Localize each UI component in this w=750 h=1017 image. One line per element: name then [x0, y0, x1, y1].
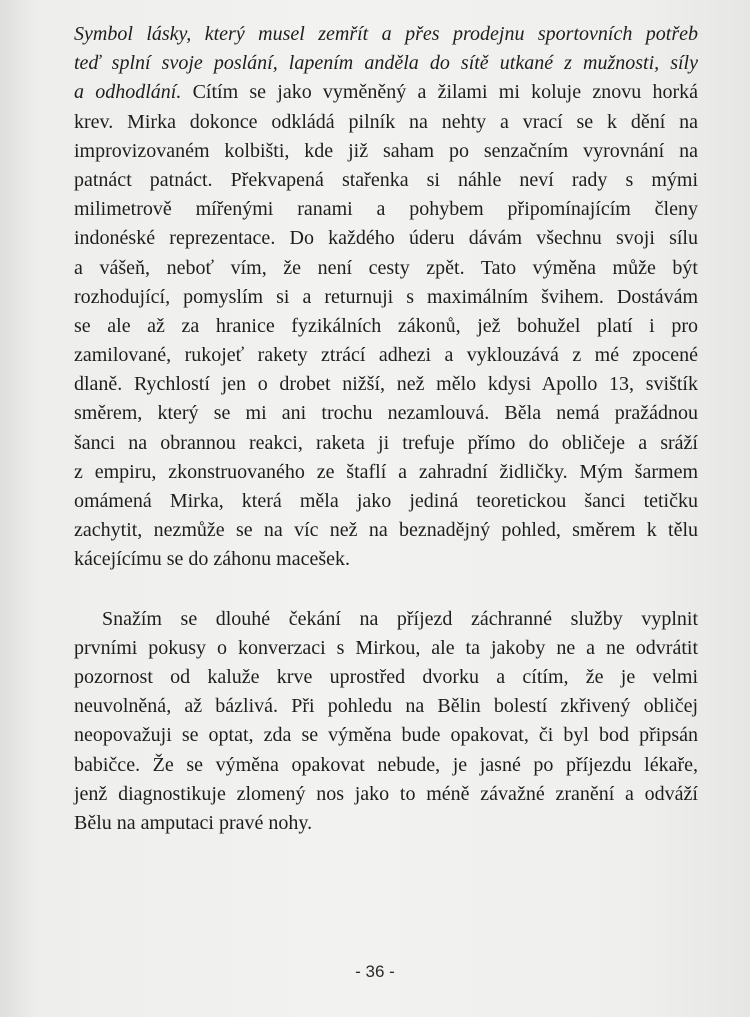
text-line: milimetrově mířenými ranami a pohybem připomínajícím členy [74, 198, 698, 221]
paragraph-1 [74, 20, 698, 575]
paragraph-2 [74, 605, 698, 839]
text-line: rozhodující, pomyslím si a returnuji s maximálním švihem. Dostávám [74, 285, 698, 308]
line-continuation: Cítím se jako vyměněný a žilami mi koluje znovu horká [181, 81, 698, 104]
text-line: zamilované, rukojeť rakety ztrácí adhezi a vyklouzává z mé zpocené [74, 344, 698, 367]
text-line: jenž diagnostikuje zlomený nos jako to méně závažné zranění a odváží [74, 782, 698, 805]
text-line: Snažím se dlouhé čekání na příjezd záchranné služby vyplnit [102, 607, 698, 630]
text-line: improvizovaném kolbišti, kde již saham po senzačním vyrovnání na [74, 139, 698, 162]
body-text [74, 20, 698, 838]
text-line: z empiru, zkonstruovaného ze štaflí a zahradní židličky. Mým šarmem [74, 460, 698, 483]
text-line: směrem, který se mi ani trochu nezamlouvá. Běla nemá pražádnou [74, 402, 698, 425]
text-line: šanci na obrannou reakci, raketa ji trefuje přímo do obličeje a sráží [74, 431, 698, 454]
text-line: prvními pokusy o konverzaci s Mirkou, ale ta jakoby ne a ne odvrátit [74, 636, 698, 659]
text-line: patnáct patnáct. Překvapená stařenka si náhle neví rady s mými [74, 168, 698, 191]
text-line: neuvolněná, až bázlivá. Při pohledu na Bělin bolestí zkřivený obličej [74, 695, 698, 718]
text-line: neopovažuji se optat, zda se výměna bude opakovat, či byl bod připsán [74, 724, 698, 747]
paragraph-gap [74, 575, 698, 605]
text-line: dlaně. Rychlostí jen o drobet nižší, než mělo kdysi Apollo 13, svištík [74, 373, 698, 396]
text-line: se ale až za hranice fyzikálních zákonů, jež bohužel platí i pro [74, 314, 698, 337]
text-line: pozornost od kaluže krve uprostřed dvorku a cítím, že je velmi [74, 665, 698, 688]
text-line: indonéské reprezentace. Do každého úderu dávám všechnu svoji sílu [74, 227, 698, 250]
text-line [74, 78, 698, 107]
text-line: zachytit, nezmůže se na víc než na beznadějný pohled, směrem k tělu [74, 519, 698, 542]
page-number: - 36 - [355, 962, 395, 981]
text-line: teď splní svoje poslání, lapením anděla do sítě utkané z mužnosti, síly [74, 52, 698, 75]
text-line: a vášeň, neboť vím, že není cesty zpět. Tato výměna může být [74, 256, 698, 279]
italic-phrase: a odhodlání. [74, 81, 182, 104]
text-line: omámená Mirka, která měla jako jediná teoretickou šanci tetičku [74, 490, 698, 512]
text-line: kácejícímu se do záhonu macešek. [74, 548, 350, 571]
text-line: Bělu na amputaci pravé nohy. [74, 811, 313, 834]
text-line: krev. Mirka dokonce odkládá pilník na nehty a vrací se k dění na [74, 110, 698, 133]
text-line: Symbol lásky, který musel zemřít a přes prodejnu sportovních potřeb [74, 23, 698, 45]
text-line: babičce. Že se výměna opakovat nebude, je jasné po příjezdu lékaře, [74, 753, 698, 776]
